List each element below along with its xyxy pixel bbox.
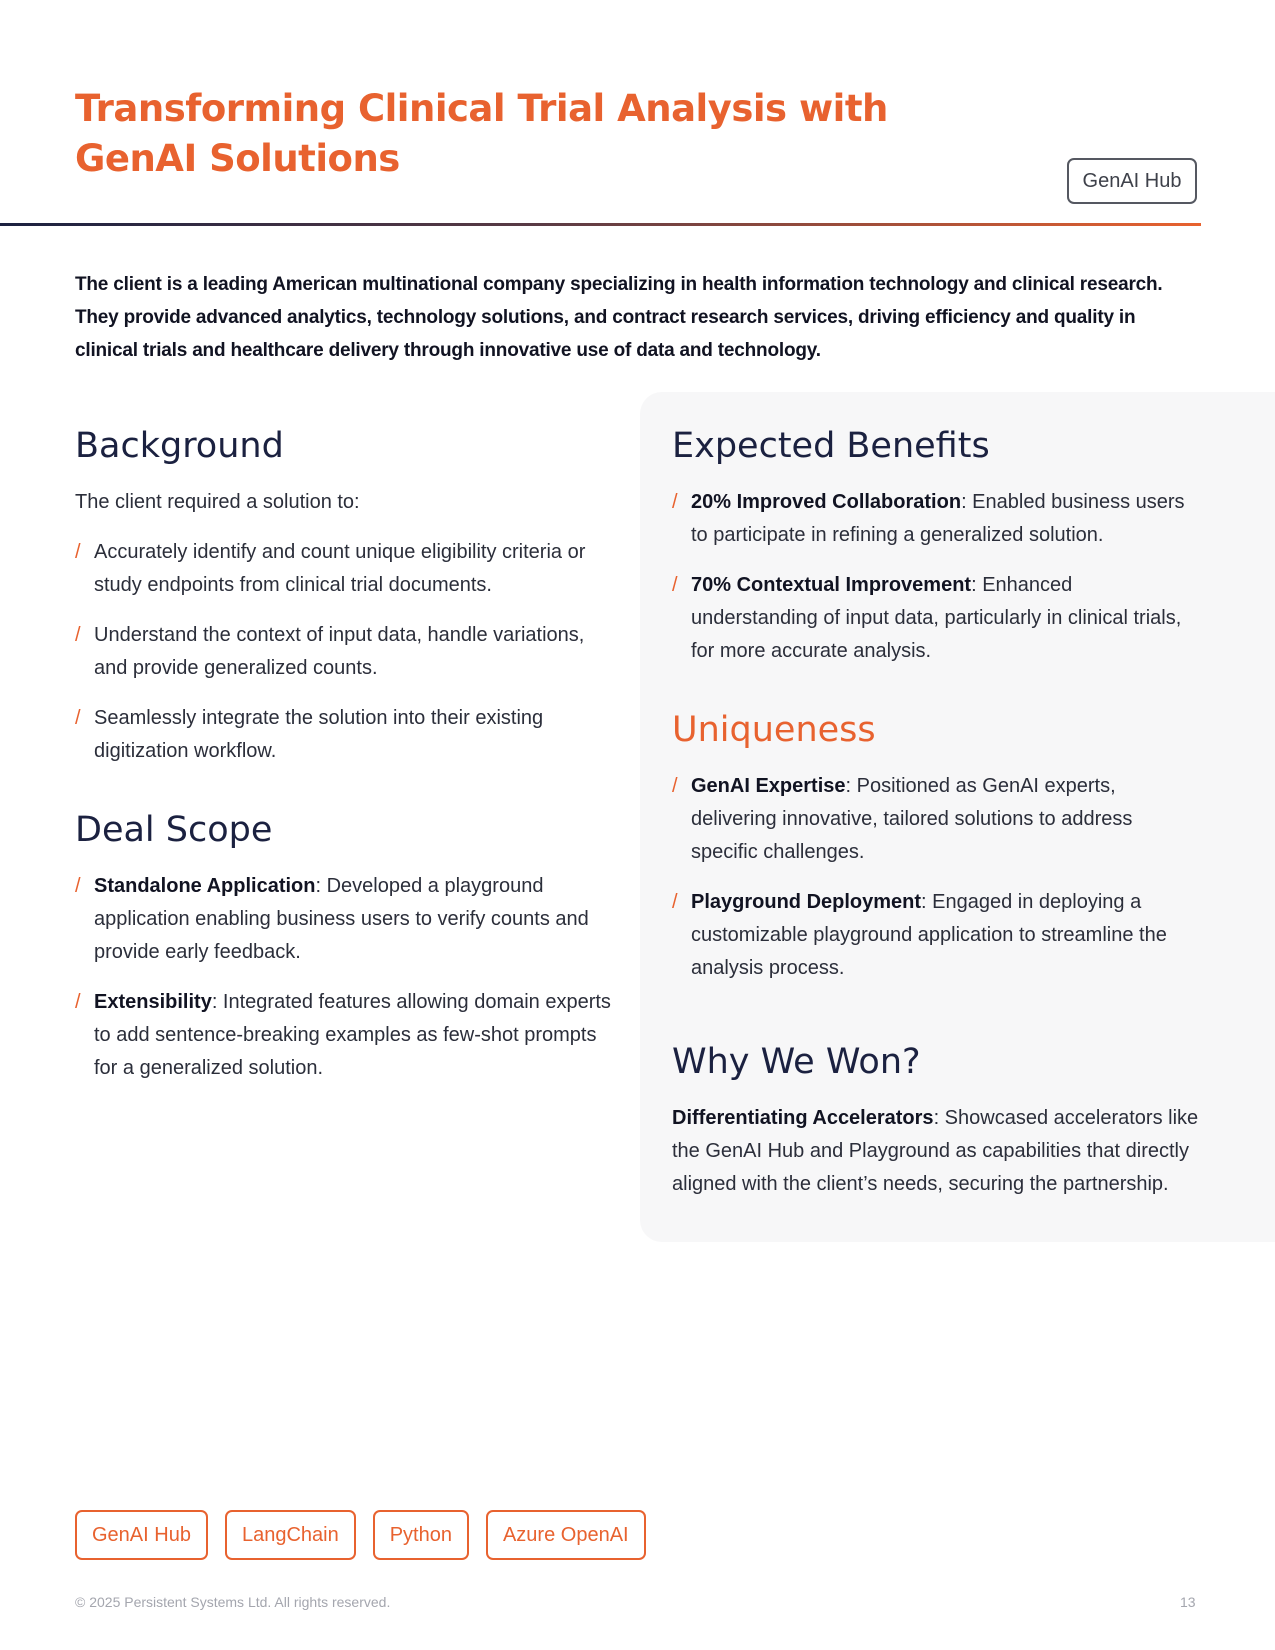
why-we-won-text: Differentiating Accelerators: Showcased accelerators like the GenAI Hub and Playground as capabilities that directly aligned with the client’s needs, securing the partnership. — [672, 1107, 1199, 1195]
slash-bullet-icon: / — [672, 491, 678, 513]
benefits-list — [672, 486, 1202, 685]
why-we-won-heading: Why We Won? — [672, 1042, 921, 1082]
list-item: / Standalone Application: Developed a playground application enabling business users to verify counts and provide early feedback. — [75, 870, 615, 969]
list-item: / 70% Contextual Improvement: Enhanced understanding of input data, particularly in clinical trials, for more accurate analysis. — [672, 569, 1202, 668]
slash-bullet-icon: / — [672, 891, 678, 913]
slash-bullet-icon: / — [75, 991, 81, 1013]
slash-bullet-icon: / — [75, 707, 81, 729]
uniqueness-heading: Uniqueness — [672, 710, 876, 750]
tag-genai-hub: GenAI Hub — [75, 1510, 208, 1560]
expected-benefits-heading: Expected Benefits — [672, 426, 990, 466]
tag-python: Python — [373, 1510, 469, 1560]
list-item: / GenAI Expertise: Positioned as GenAI experts, delivering innovative, tailored solutions to address specific challenges. — [672, 770, 1202, 869]
background-heading: Background — [75, 426, 284, 466]
background-lead: The client required a solution to: — [75, 491, 360, 513]
slash-bullet-icon: / — [672, 775, 678, 797]
footer-copyright: © 2025 Persistent Systems Ltd. All rights reserved. — [75, 1594, 391, 1610]
list-item: / Playground Deployment: Engaged in deploying a customizable playground application to streamline the analysis process. — [672, 886, 1202, 985]
list-item: / Extensibility: Integrated features allowing domain experts to add sentence-breaking examples as few-shot prompts for a generalized solution. — [75, 986, 615, 1085]
page-title: Transforming Clinical Trial Analysis with GenAI Solutions — [75, 87, 888, 180]
deal-scope-heading: Deal Scope — [75, 810, 273, 850]
list-item: / Accurately identify and count unique eligibility criteria or study endpoints from clinical trial documents. — [75, 536, 615, 602]
slash-bullet-icon: / — [75, 541, 81, 563]
slash-bullet-icon: / — [75, 875, 81, 897]
uniqueness-list — [672, 770, 1202, 1002]
slash-bullet-icon: / — [672, 574, 678, 596]
list-item: / 20% Improved Collaboration: Enabled business users to participate in refining a generalized solution. — [672, 486, 1202, 552]
genai-hub-badge: GenAI Hub — [1067, 158, 1197, 204]
slash-bullet-icon: / — [75, 624, 81, 646]
technology-tags — [75, 1510, 646, 1560]
tag-langchain: LangChain — [225, 1510, 356, 1560]
tag-azure-openai: Azure OpenAI — [486, 1510, 646, 1560]
list-item: / Seamlessly integrate the solution into their existing digitization workflow. — [75, 702, 615, 768]
background-list — [75, 536, 615, 785]
list-item: / Understand the context of input data, handle variations, and provide generalized counts. — [75, 619, 615, 685]
deal-scope-list — [75, 870, 615, 1102]
client-intro: The client is a leading American multinational company specializing in health information technology and clinical research. They provide advanced analytics, technology solutions, and contract research services, driving efficiency and quality in clinical trials and healthcare delivery through innovative use of data and technology. — [75, 274, 1163, 361]
header-divider — [0, 223, 1201, 226]
page-number: 13 — [1180, 1594, 1196, 1610]
